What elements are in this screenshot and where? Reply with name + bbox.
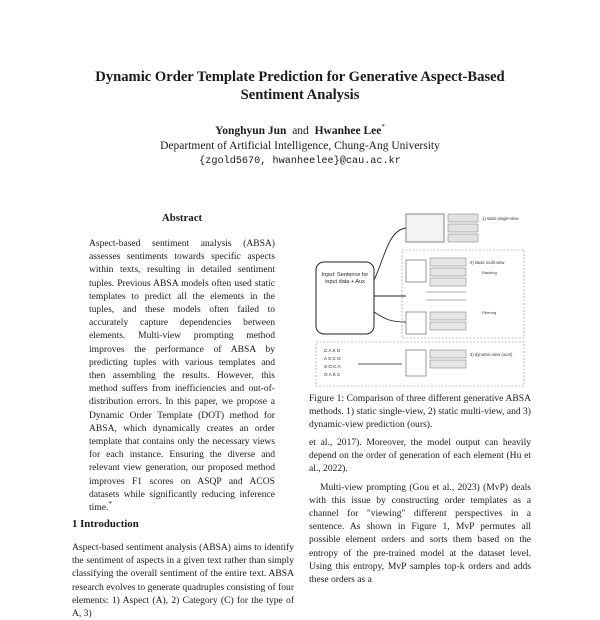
author-block <box>40 124 560 169</box>
right-paragraph-1: et al., 2017). Moreover, the model output can heavily depend on the order of generation of each element (Hu et al., 2022). <box>309 437 531 475</box>
figure-1-diagram <box>306 200 526 388</box>
filtering-label: Filtering <box>482 310 497 315</box>
introduction-heading: 1 Introduction <box>72 518 139 530</box>
single-view-order-box <box>406 214 444 242</box>
author-conjunction: and <box>292 125 309 137</box>
single-view-output-1 <box>448 214 478 222</box>
author-2: Hwanhee Lee <box>314 125 382 137</box>
multi-view-output-5 <box>430 322 466 330</box>
affiliation: Department of Artificial Intelligence, Chung-Ang University <box>160 140 440 152</box>
arrow-to-single-view <box>374 228 406 280</box>
arrow-to-multi-view-lower <box>374 312 406 322</box>
input-label: Input: Sentence for input data + Aux <box>321 272 369 285</box>
right-column-text <box>309 436 531 586</box>
dynamic-output-2 <box>430 360 466 368</box>
author-2-footnote-mark: * <box>381 123 385 132</box>
abstract-heading: Abstract <box>161 212 203 224</box>
order-item-4: O A S C <box>324 372 341 377</box>
order-item-1: C A S O <box>324 348 341 353</box>
introduction-text: Aspect-based sentiment analysis (ABSA) aims to identify the sentiment of aspects in a given text rather than simply classifying the overall sentiment of the entire text. ABSA research evolves to generate quadruples consisting of four elements: 1) Aspect (A), 2) Category (C) for the type of A, 3) <box>72 542 294 620</box>
multi-view-output-4 <box>430 312 466 320</box>
author-emails: {zgold5670, hwanheelee}@cau.ac.kr <box>199 156 401 167</box>
abstract-footnote-mark: * <box>108 499 112 508</box>
multi-view-output-3 <box>430 278 466 286</box>
author-1: Yonghyun Jun <box>215 125 287 137</box>
multi-view-model-box-1 <box>406 260 426 282</box>
title-line-1: Dynamic Order Template Prediction for Generative Aspect-Based <box>95 69 505 85</box>
multi-view-output-1 <box>430 258 466 266</box>
multi-view-output-2 <box>430 268 466 276</box>
ranking-label: Ranking <box>482 270 497 275</box>
row-2-label: 2) static multi-view <box>470 260 505 265</box>
dynamic-model-box <box>406 350 426 376</box>
title-line-2: Sentiment Analysis <box>240 87 360 103</box>
order-item-2: A S C O <box>324 356 341 361</box>
abstract-text <box>89 237 275 514</box>
multi-view-model-box-2 <box>406 312 426 334</box>
row-1-label: 1) static single-view <box>482 216 519 221</box>
dynamic-output-1 <box>430 350 466 358</box>
single-view-output-2 <box>448 224 478 232</box>
paper-title <box>40 68 560 104</box>
abstract-paragraph: Aspect-based sentiment analysis (ABSA) assesses sentiments towards specific aspects within texts, resulting in detailed sentiment tuples. Previous ABSA models often used static templates to predict all the elements in the tuples, and these models often failed to accurately capture dependencies between elements. Multi-view prompting method improves the performance of ABSA by predicting tuples with various templates and then assembling the results. However, this method suffers from inefficiencies and out-of-distribution errors. In this paper, we propose a Dynamic Order Template (DOT) method for ABSA, which dynamically creates an order template that contains only the necessary views for each instance. Ensuring the diverse and relevant view generation, our proposed method improves F1 scores on ASQP and ACOS datasets while significantly reducing inference time. <box>89 238 275 514</box>
single-view-output-3 <box>448 234 478 242</box>
figure-1-caption: Figure 1: Comparison of three different generative ABSA methods. 1) static single-view, 2) static multi-view, and 3) dynamic-view prediction (ours). <box>309 393 531 431</box>
order-item-3: S O C A <box>324 364 341 369</box>
row-3-label: 3) dynamic-view (ours) <box>470 352 513 357</box>
right-paragraph-2: Multi-view prompting (Gou et al., 2023) (MvP) deals with this issue by constructing order templates as a channel for "viewing" different perspectives in a sentence. As shown in Figure 1, MvP permutes all possible element orders and sorts them based on the entropy of the pre-trained model at the dataset level. Using this entropy, MvP samples top-k orders and adds these orders as a <box>309 481 531 586</box>
